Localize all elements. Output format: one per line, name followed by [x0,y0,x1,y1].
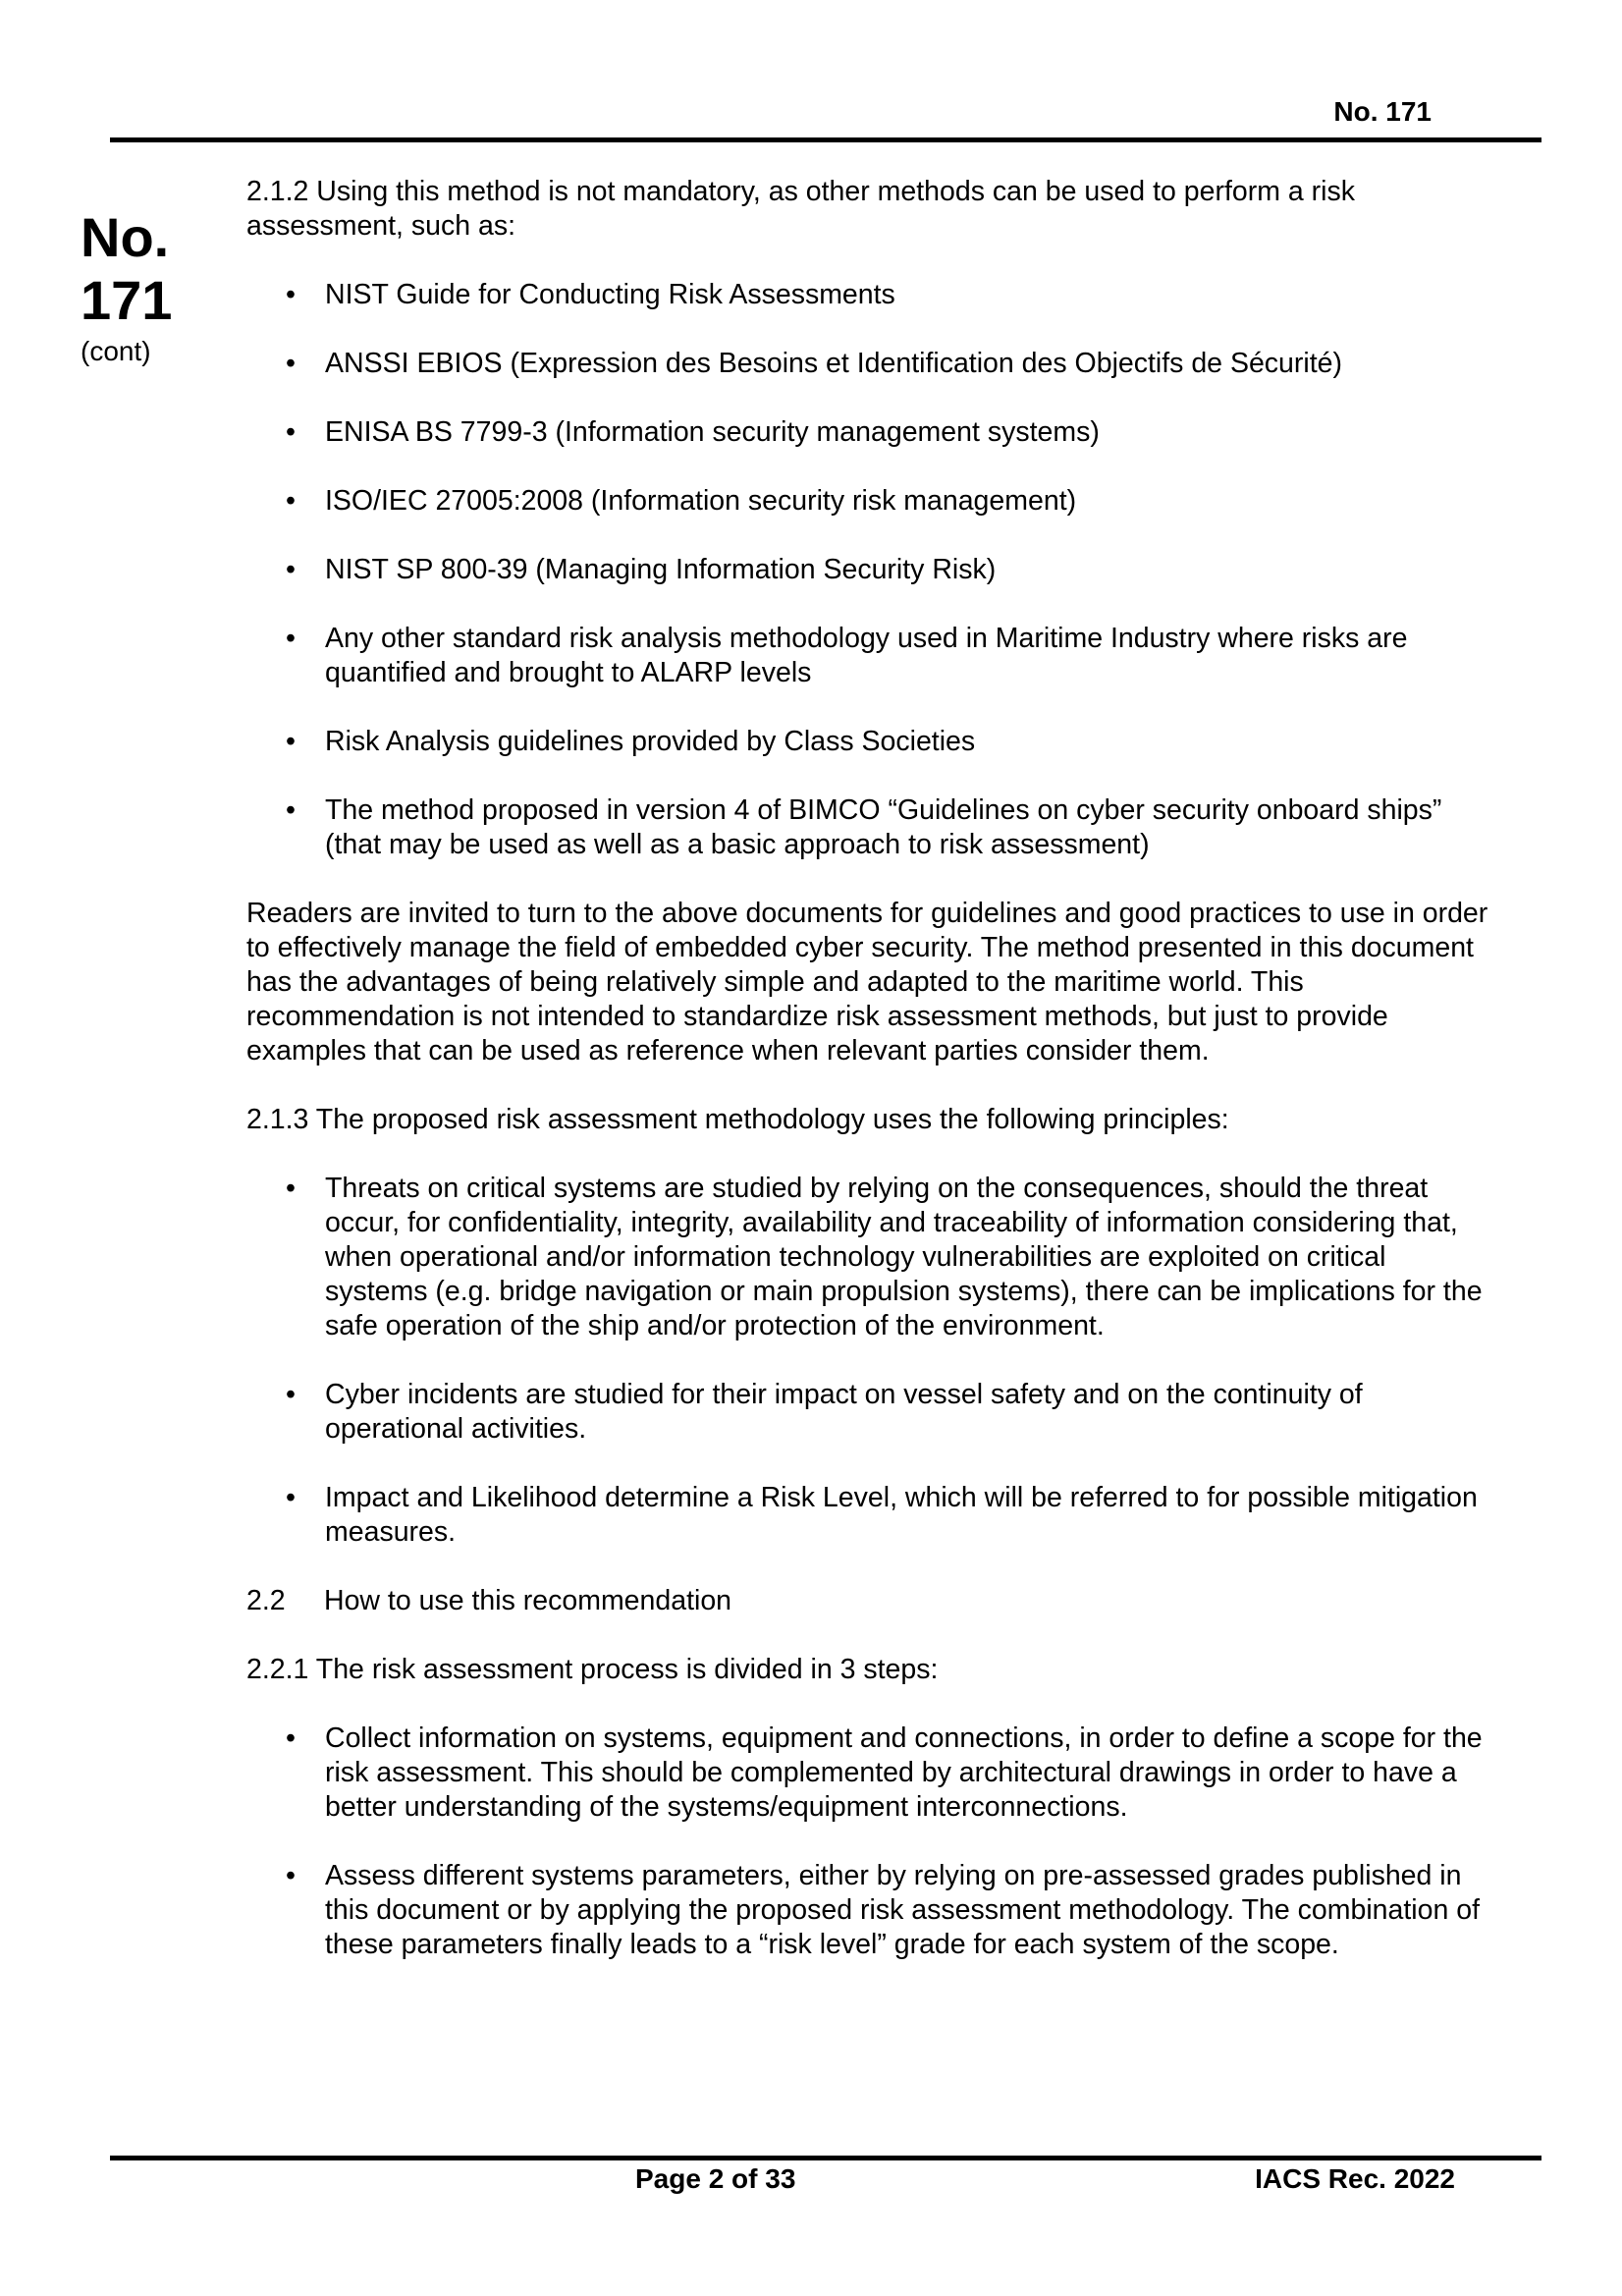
bullet-icon: • [286,416,296,448]
footer-rule [110,2156,1541,2160]
section-2-1-2-text: 2.1.2 Using this method is not mandatory, as other methods can be used to perform a risk assessment, such as: [246,176,1355,242]
readers-paragraph: Readers are invited to turn to the above documents for guidelines and good practices to use in order to effectively manage the field of embedded cyber security. The method presented in this document has the advantages of being relatively simple and adapted to the maritime world. This recommendation is not intended to standardize risk assessment methods, but just to provide examples that can be used as reference when relevant parties consider them. [246,898,1488,1066]
bullet-icon: • [286,348,296,379]
list-item: • NIST SP 800-39 (Managing Information Security Risk) [286,554,997,585]
header-rule [110,137,1541,142]
bullet-icon: • [286,726,296,757]
list-item: • Cyber incidents are studied for their impact on vessel safety and on the continuity of operational activities. [286,1379,1363,1445]
list-item: • Threats on critical systems are studied by relying on the consequences, should the threat occur, for confidentiality, integrity, availability and traceability of information considering that, when operational and/or information technology vulnerabilities are exploited on critical systems (e.g. bridge navigation or main propulsion systems), there can be implications for the safe operation of the ship and/or protection of the environment. [286,1173,1483,1341]
list-item: • The method proposed in version 4 of BIMCO “Guidelines on cyber security onboard ships” (that may be used as well as a basic approach to risk assessment) [286,794,1442,860]
section-2-2-1-list [246,1722,1493,1962]
list-item: • Any other standard risk analysis methodology used in Maritime Industry where risks are quantified and brought to ALARP levels [286,623,1408,688]
footer-rec: IACS Rec. 2022 [1255,2163,1455,2194]
sidebar-number-line1: No. [81,206,170,268]
section-2-2-heading [246,1584,1493,1618]
list-item: • Collect information on systems, equipment and connections, in order to define a scope for the risk assessment. This should be complemented by architectural drawings in order to have a better understanding of the systems/equipment interconnections. [286,1722,1483,1823]
list-item: • ANSSI EBIOS (Expression des Besoins et Identification des Objectifs de Sécurité) [286,348,1342,379]
bullet-icon: • [286,1860,296,1891]
bullet-icon: • [286,485,296,517]
sidebar-number [81,206,172,332]
section-2-1-3-text: 2.1.3 The proposed risk assessment methodology uses the following principles: [246,1104,1229,1135]
list-item: • Risk Analysis guidelines provided by Class Societies [286,726,976,757]
sidebar-cont: (cont) [81,336,151,366]
list-item: • ISO/IEC 27005:2008 (Information security risk management) [286,485,1077,517]
bullet-icon: • [286,623,296,654]
section-2-1-2-list [246,278,1493,862]
bullet-icon: • [286,554,296,585]
footer-page-number: Page 2 of 33 [635,2163,796,2194]
bullet-icon: • [286,1173,296,1204]
list-item: • Assess different systems parameters, either by relying on pre-assessed grades published in this document or by applying the proposed risk assessment methodology. The combination of these parameters finally leads to a “risk level” grade for each system of the scope. [286,1860,1481,1960]
bullet-icon: • [286,794,296,826]
bullet-icon: • [286,279,296,310]
list-item: • ENISA BS 7799-3 (Information security management systems) [286,416,1100,448]
bullet-icon: • [286,1482,296,1513]
list-item: • Impact and Likelihood determine a Risk Level, which will be referred to for possible mitigation measures. [286,1482,1478,1548]
bullet-icon: • [286,1379,296,1410]
sidebar-number-line2: 171 [81,269,173,331]
header-doc-number: No. 171 [1333,96,1432,127]
section-2-2-title: How to use this recommendation [324,1585,732,1616]
list-item: • NIST Guide for Conducting Risk Assessments [286,279,895,310]
section-2-1-3-list [246,1172,1493,1550]
document-body [246,175,1493,1996]
section-2-2-1-text: 2.2.1 The risk assessment process is divided in 3 steps: [246,1654,939,1685]
section-2-2-number: 2.2 [246,1585,286,1616]
bullet-icon: • [286,1722,296,1754]
